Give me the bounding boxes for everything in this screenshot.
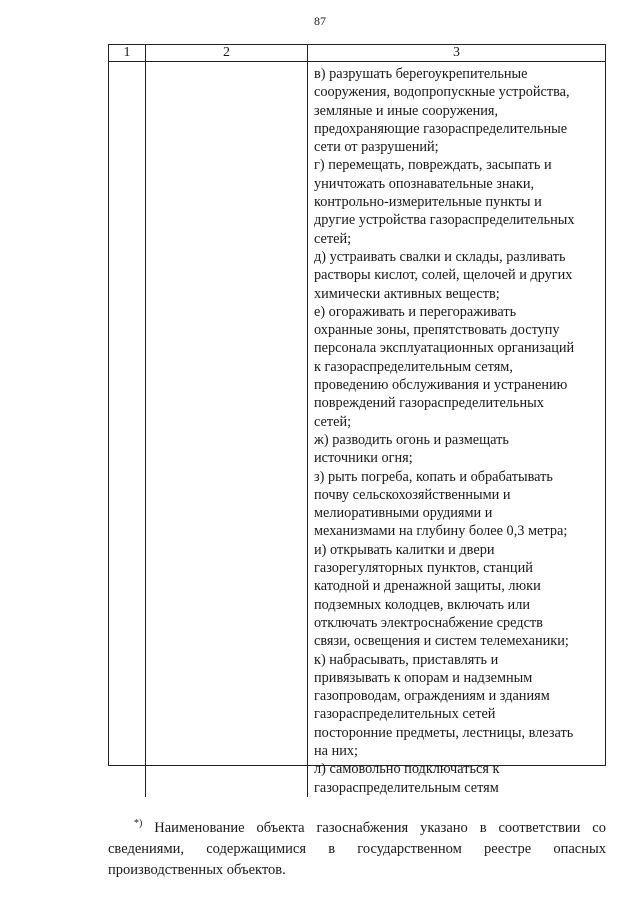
footnote-text-1: Наименование объекта газоснабжения указано в соответствии со [154,820,606,836]
list-item: е) огораживать и перегораживать охранные зоны, препятствовать доступу персонала эксплуатационных организаций к газораспределительным сетям, проведению обслуживания и устранению повреждений газораспределительных сетей; [314,303,575,430]
list-item: д) устраивать свалки и склады, разливать растворы кислот, солей, щелочей и других химически активных веществ; [314,248,573,302]
list-item: г) перемещать, повреждать, засыпать и уничтожать опознавательные знаки, контрольно-измерительные пункты и другие устройства газораспределительных сетей; [314,157,575,247]
table-cell-col-3 [308,62,605,797]
document-table [108,44,606,796]
footnote-line-1 [108,818,606,839]
list-item: к) набрасывать, приставлять и привязывать к опорам и надземным газопроводам, ограждениям и зданиям газораспределительных сетей посторонние предметы, лестницы, влезать на них; [314,651,574,759]
table-header-col-2: 2 [146,45,308,62]
table-header-col-1: 1 [109,45,146,62]
page-number: 87 [314,14,326,28]
list-item: з) рыть погреба, копать и обрабатывать почву сельскохозяйственными и мелиоративными орудиями и механизмами на глубину более 0,3 метра; [314,468,568,540]
table-header-col-3: 3 [308,45,605,62]
table-cell-col-2 [146,62,308,797]
list-item: л) самовольно подключаться к газораспределительным сетям [314,761,500,796]
footnote-line-3: производственных объектов. [108,862,286,878]
footnote [108,818,606,881]
list-item: в) разрушать берегоукрепительные сооружения, водопропускные устройства, земляные и иные сооружения, предохраняющие газораспределительные сети от разрушений; [314,66,570,156]
table-cell-col-1 [109,62,146,797]
list-item: ж) разводить огонь и размещать источники огня; [314,431,509,467]
footnote-mark: *) [134,818,143,830]
footnote-line-2: сведениями, содержащимися в государственном реестре опасных [108,841,606,857]
list-item: и) открывать калитки и двери газорегуляторных пунктов, станций катодной и дренажной защиты, люки подземных колодцев, включать или отключать электроснабжение средств связи, освещения и систем телемеханики; [314,541,569,650]
